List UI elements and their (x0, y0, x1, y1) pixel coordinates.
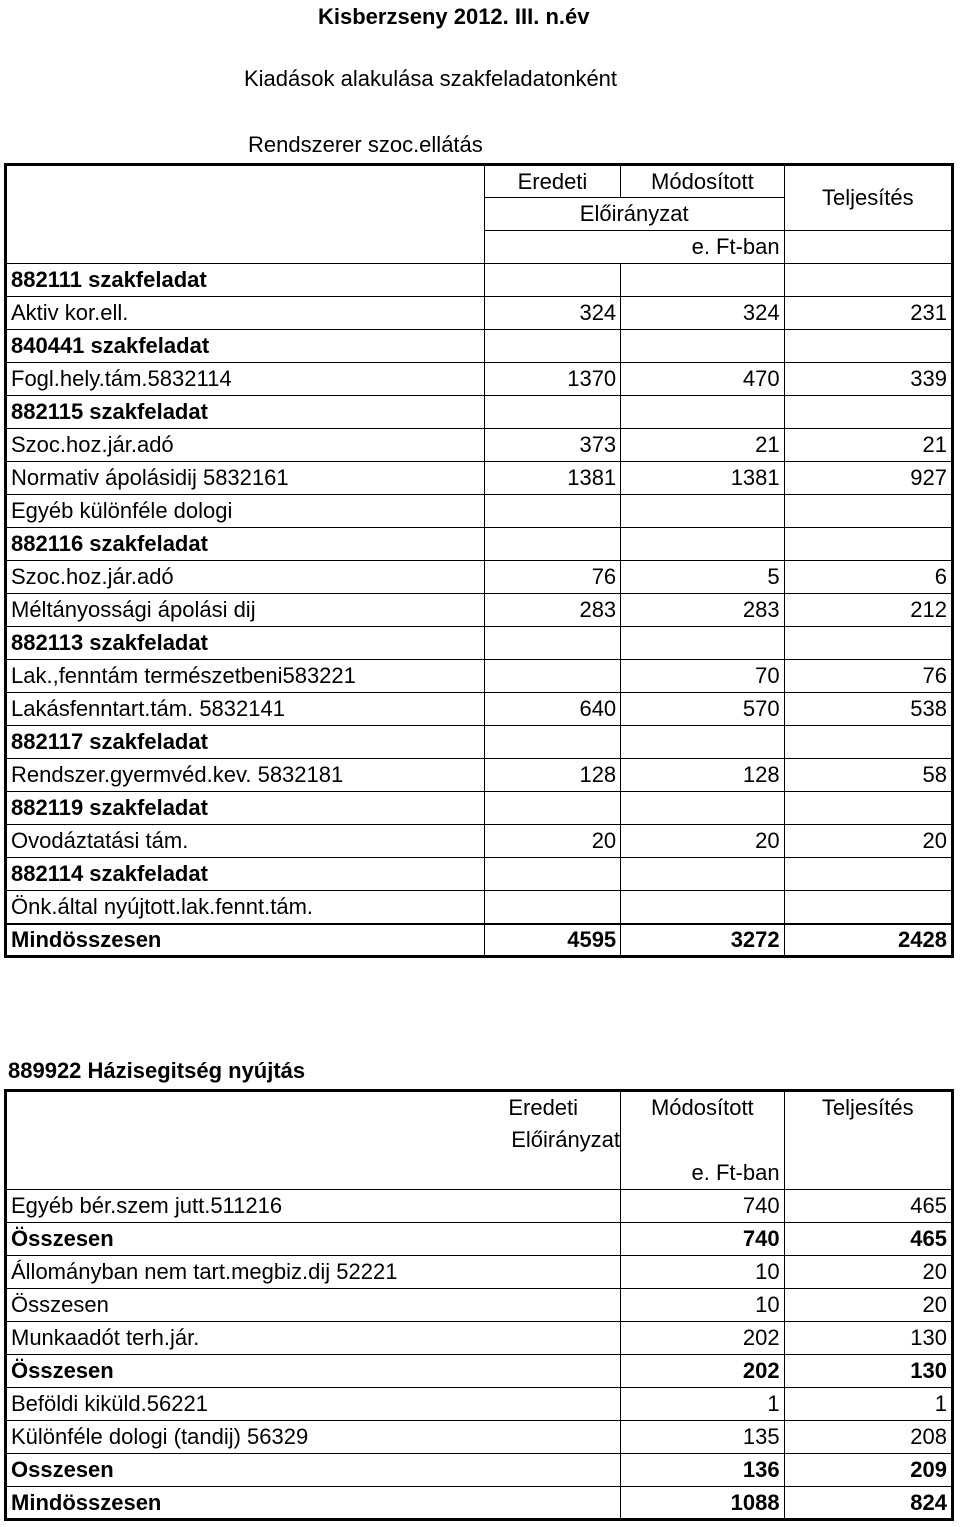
table-row (6, 462, 953, 495)
row-label: 882115 szakfeladat (6, 396, 485, 429)
table-row (6, 1223, 953, 1256)
table-row (6, 759, 953, 792)
row-modositott-value: 470 (621, 363, 784, 396)
row-eredeti-value: 640 (484, 693, 620, 726)
row-label: 882111 szakfeladat (6, 264, 485, 297)
row-teljesites-value (784, 792, 952, 825)
home-care-table (4, 1089, 954, 1521)
row-teljesites-value: 209 (784, 1454, 952, 1487)
row-label: Lakásfenntart.tám. 5832141 (6, 693, 485, 726)
row-label: Rendszer.gyermvéd.kev. 5832181 (6, 759, 485, 792)
col-eredeti: Eredeti (6, 1091, 621, 1124)
row-eredeti-value (484, 330, 620, 363)
row-teljesites-value: 465 (784, 1223, 952, 1256)
table-row (6, 429, 953, 462)
row-modositott-value (621, 891, 784, 924)
table-row (6, 726, 953, 759)
row-teljesites-value: 208 (784, 1421, 952, 1454)
row-label: Ovodáztatási tám. (6, 825, 485, 858)
row-teljesites-value: 212 (784, 594, 952, 627)
row-teljesites-value: 6 (784, 561, 952, 594)
row-eredeti-value (484, 528, 620, 561)
table-header-row (6, 165, 953, 198)
row-teljesites-value: 20 (784, 1256, 952, 1289)
row-label: 882116 szakfeladat (6, 528, 485, 561)
row-eredeti-value (484, 495, 620, 528)
row-modositott-value (621, 264, 784, 297)
row-eredeti-value (484, 726, 620, 759)
row-eredeti-value: 1381 (484, 462, 620, 495)
col-eloiranyzat: Előirányzat (6, 1124, 621, 1157)
table-row (6, 495, 953, 528)
row-teljesites-value: 339 (784, 363, 952, 396)
row-teljesites-value (784, 528, 952, 561)
row-label: Egyéb bér.szem jutt.511216 (6, 1190, 621, 1223)
table-row (6, 330, 953, 363)
row-eredeti-value: 373 (484, 429, 620, 462)
row-modositott-value (621, 858, 784, 891)
row-label: Összesen (6, 1223, 621, 1256)
table-row (6, 858, 953, 891)
row-label: Szoc.hoz.jár.adó (6, 561, 485, 594)
row-label: Lak.,fenntám természetbeni583221 (6, 660, 485, 693)
row-modositott-value (621, 726, 784, 759)
row-eredeti-value: 324 (484, 297, 620, 330)
row-eredeti-value: 283 (484, 594, 620, 627)
table-row (6, 396, 953, 429)
col-teljesites: Teljesítés (784, 1091, 952, 1124)
row-modositott-value: 5 (621, 561, 784, 594)
row-label: 882114 szakfeladat (6, 858, 485, 891)
col-modositott: Módosított (621, 1091, 785, 1124)
row-label: 840441 szakfeladat (6, 330, 485, 363)
section-title: Rendszerer szoc.ellátás (248, 132, 483, 157)
row-teljesites-value (784, 396, 952, 429)
table-row (6, 825, 953, 858)
table-row (6, 1388, 953, 1421)
row-modositott-value: 1088 (621, 1487, 785, 1520)
row-label: Önk.által nyújtott.lak.fennt.tám. (6, 891, 485, 924)
table-row (6, 561, 953, 594)
page-title: Kisberzseny 2012. III. n.év (318, 4, 590, 29)
table-row (6, 1322, 953, 1355)
total-row (6, 924, 953, 957)
table-row (6, 264, 953, 297)
row-eredeti-value (484, 891, 620, 924)
table-row (6, 1454, 953, 1487)
row-modositott-value: 202 (621, 1322, 785, 1355)
row-modositott-value: 135 (621, 1421, 785, 1454)
table-header-row (6, 1157, 953, 1190)
table-row (6, 1487, 953, 1520)
page-subtitle: Kiadások alakulása szakfeladatonként (244, 66, 618, 91)
row-teljesites-value: 130 (784, 1322, 952, 1355)
row-eredeti-value: 128 (484, 759, 620, 792)
row-label: 882113 szakfeladat (6, 627, 485, 660)
col-teljesites: Teljesítés (784, 165, 952, 231)
total-modositott-value: 3272 (621, 924, 784, 957)
table-row (6, 1289, 953, 1322)
row-teljesites-value: 76 (784, 660, 952, 693)
row-modositott-value (621, 396, 784, 429)
table-row (6, 363, 953, 396)
row-label: Egyéb különféle dologi (6, 495, 485, 528)
table-header-row (6, 1091, 953, 1124)
row-modositott-value (621, 330, 784, 363)
table-header-row (6, 1124, 953, 1157)
row-eredeti-value (484, 858, 620, 891)
row-label: Összesen (6, 1355, 621, 1388)
row-teljesites-value (784, 330, 952, 363)
row-teljesites-value: 538 (784, 693, 952, 726)
table-row (6, 1190, 953, 1223)
row-eredeti-value: 1370 (484, 363, 620, 396)
row-modositott-value: 1 (621, 1388, 785, 1421)
row-label: 882117 szakfeladat (6, 726, 485, 759)
row-modositott-value (621, 792, 784, 825)
row-label: Aktiv kor.ell. (6, 297, 485, 330)
total-teljesites-value: 2428 (784, 924, 952, 957)
col-modositott: Módosított (621, 165, 784, 198)
row-label: Állományban nem tart.megbiz.dij 52221 (6, 1256, 621, 1289)
row-modositott-value: 10 (621, 1256, 785, 1289)
col-eloiranyzat: Előirányzat (484, 198, 784, 231)
row-label: Osszesen (6, 1454, 621, 1487)
row-modositott-value: 20 (621, 825, 784, 858)
row-teljesites-value (784, 858, 952, 891)
row-label: Szoc.hoz.jár.adó (6, 429, 485, 462)
row-eredeti-value (484, 627, 620, 660)
col-eredeti: Eredeti (484, 165, 620, 198)
row-modositott-value: 740 (621, 1190, 785, 1223)
row-modositott-value: 136 (621, 1454, 785, 1487)
row-modositott-value: 324 (621, 297, 784, 330)
row-modositott-value (621, 495, 784, 528)
row-modositott-value: 1381 (621, 462, 784, 495)
table-header-row (6, 231, 953, 264)
table-row (6, 792, 953, 825)
row-teljesites-value (784, 495, 952, 528)
row-modositott-value: 202 (621, 1355, 785, 1388)
row-teljesites-value: 824 (784, 1487, 952, 1520)
row-label: Méltányossági ápolási dij (6, 594, 485, 627)
row-label: Fogl.hely.tám.5832114 (6, 363, 485, 396)
row-teljesites-value: 927 (784, 462, 952, 495)
row-modositott-value: 128 (621, 759, 784, 792)
row-teljesites-value: 465 (784, 1190, 952, 1223)
row-label: Normativ ápolásidij 5832161 (6, 462, 485, 495)
row-label: Különféle dologi (tandij) 56329 (6, 1421, 621, 1454)
table-row (6, 594, 953, 627)
table-row (6, 891, 953, 924)
total-eredeti-value: 4595 (484, 924, 620, 957)
row-modositott-value (621, 627, 784, 660)
row-eredeti-value (484, 660, 620, 693)
row-teljesites-value: 20 (784, 825, 952, 858)
row-modositott-value: 10 (621, 1289, 785, 1322)
row-teljesites-value: 1 (784, 1388, 952, 1421)
row-label: Összesen (6, 1289, 621, 1322)
table-row (6, 1421, 953, 1454)
table-row (6, 1355, 953, 1388)
table-row (6, 297, 953, 330)
row-teljesites-value: 58 (784, 759, 952, 792)
table-row (6, 627, 953, 660)
row-teljesites-value (784, 726, 952, 759)
row-modositott-value: 740 (621, 1223, 785, 1256)
row-modositott-value: 570 (621, 693, 784, 726)
row-teljesites-value: 20 (784, 1289, 952, 1322)
row-teljesites-value: 231 (784, 297, 952, 330)
col-unit: e. Ft-ban (621, 1157, 785, 1190)
row-label: Beföldi kiküld.56221 (6, 1388, 621, 1421)
table-row (6, 1256, 953, 1289)
expenses-table (4, 163, 954, 958)
row-teljesites-value: 21 (784, 429, 952, 462)
section2-title: 889922 Házisegitség nyújtás (8, 1058, 306, 1083)
row-modositott-value: 70 (621, 660, 784, 693)
row-teljesites-value (784, 264, 952, 297)
row-modositott-value: 283 (621, 594, 784, 627)
col-unit: e. Ft-ban (484, 231, 784, 264)
row-modositott-value (621, 528, 784, 561)
row-modositott-value: 21 (621, 429, 784, 462)
row-eredeti-value (484, 264, 620, 297)
row-label: 882119 szakfeladat (6, 792, 485, 825)
table-row (6, 693, 953, 726)
row-eredeti-value: 76 (484, 561, 620, 594)
row-label: Mindösszesen (6, 1487, 621, 1520)
total-label: Mindösszesen (6, 924, 485, 957)
table-row (6, 528, 953, 561)
table-row (6, 660, 953, 693)
row-teljesites-value: 130 (784, 1355, 952, 1388)
row-label: Munkaadót terh.jár. (6, 1322, 621, 1355)
row-eredeti-value: 20 (484, 825, 620, 858)
row-teljesites-value (784, 627, 952, 660)
row-teljesites-value (784, 891, 952, 924)
row-eredeti-value (484, 396, 620, 429)
row-eredeti-value (484, 792, 620, 825)
